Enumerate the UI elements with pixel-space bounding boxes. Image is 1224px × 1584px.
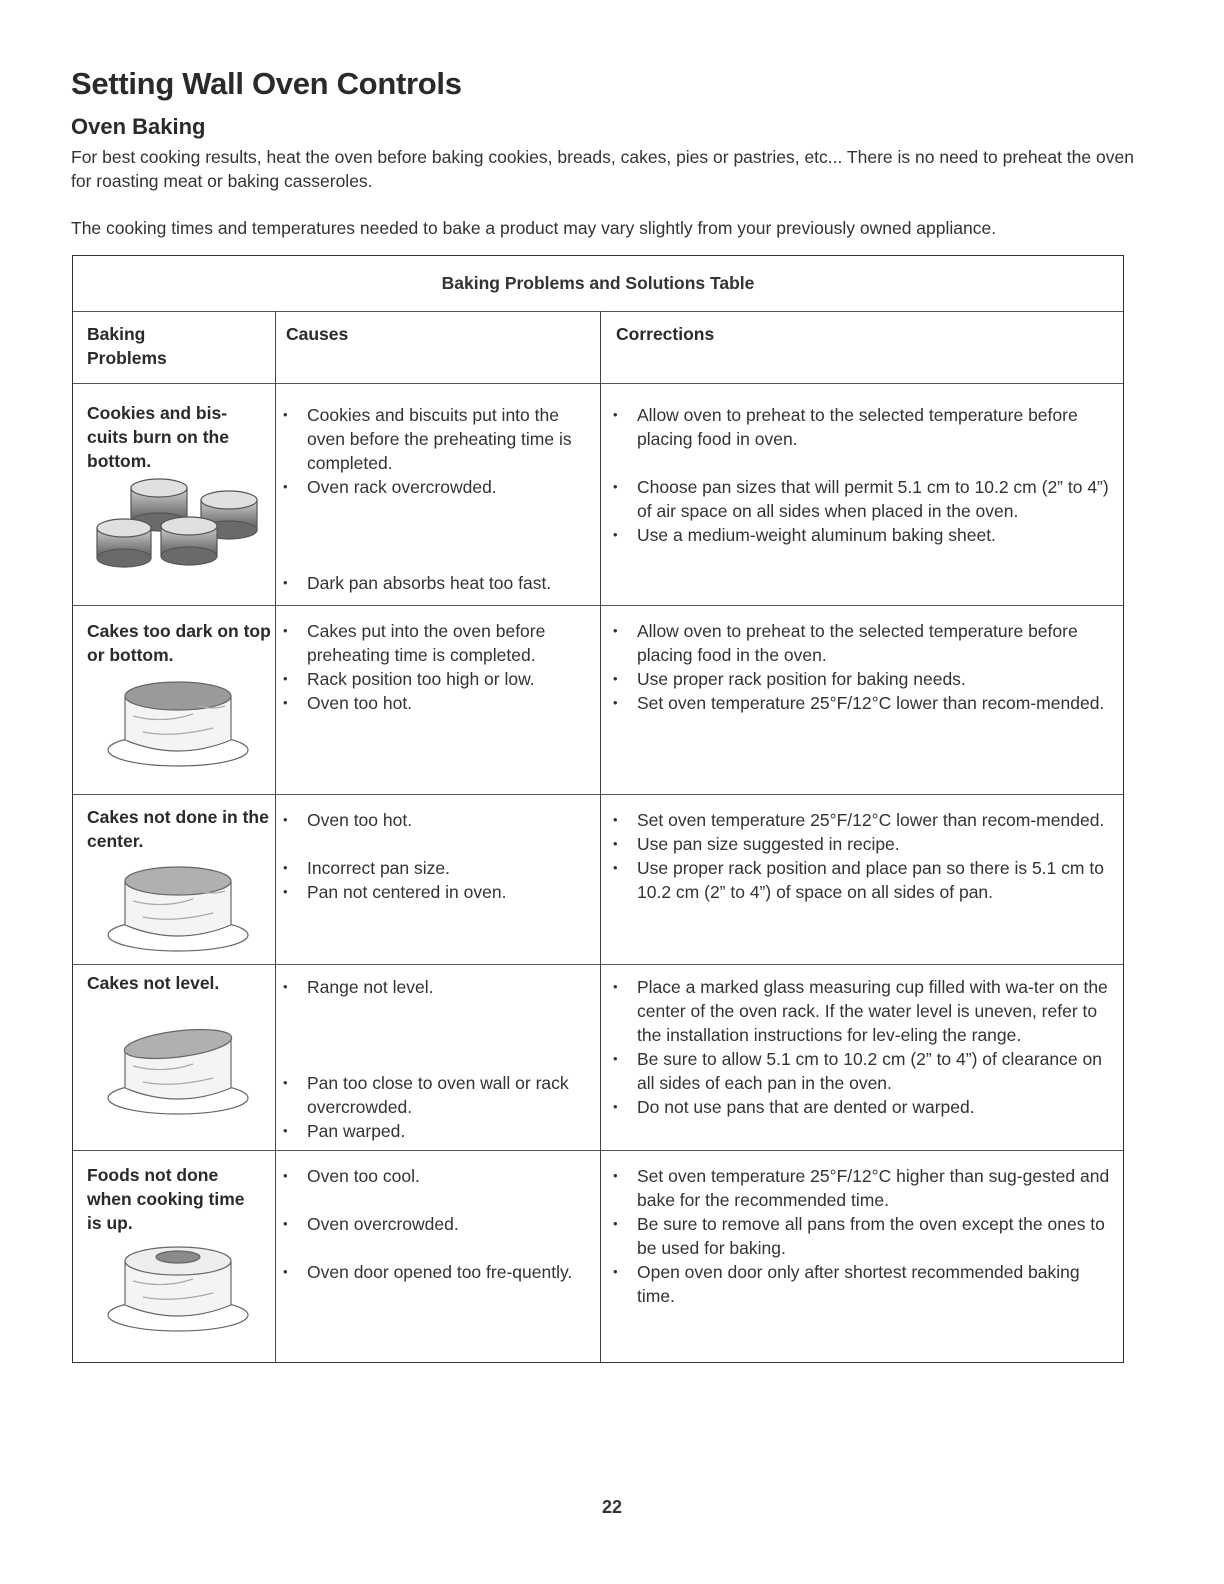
table-divider (73, 311, 1123, 312)
page-number: 22 (601, 1497, 623, 1517)
cause-item: • Pan too close to oven wall or rack overcrowded. (281, 1071, 586, 1119)
causes-list (281, 975, 586, 1143)
header-causes: Causes (286, 324, 349, 344)
table-title: Baking Problems and Solutions Table (441, 273, 755, 293)
cause-item: • Oven overcrowded. (281, 1212, 586, 1236)
page-title: Setting Wall Oven Controls (71, 66, 462, 101)
correction-item: • Use proper rack position and place pan so there is 5.1 cm to 10.2 cm (2” to 4”) of space on all sides of pan. (611, 856, 1116, 904)
correction-item: • Allow oven to preheat to the selected temperature before placing food in the oven. (611, 619, 1116, 667)
table-divider (73, 383, 1123, 384)
cause-item: • Oven rack overcrowded. (281, 475, 586, 499)
correction-item: • Set oven temperature 25°F/12°C lower than recom-mended. (611, 691, 1116, 715)
correction-item: • Use a medium-weight aluminum baking sheet. (611, 523, 1116, 547)
cake-illustration (103, 861, 253, 956)
correction-item: • Set oven temperature 25°F/12°C higher than sug-gested and bake for the recommended time. (611, 1164, 1116, 1212)
cause-item: • Oven too hot. (281, 691, 586, 715)
causes-list (281, 619, 586, 715)
header-problems: Baking Problems (87, 324, 167, 368)
problem-label: Cakes not level. (87, 973, 220, 993)
baking-problems-table (72, 255, 1124, 1363)
table-divider (73, 964, 1123, 965)
cause-item: • Pan warped. (281, 1119, 586, 1143)
cause-item: • Cookies and biscuits put into the oven before the preheating time is completed. (281, 403, 586, 475)
problem-label: Foods not done when cooking time is up. (87, 1165, 245, 1233)
correction-item: • Open oven door only after shortest recommended baking time. (611, 1260, 1116, 1308)
cause-item: • Oven too cool. (281, 1164, 586, 1188)
cake-illustration (103, 1241, 253, 1336)
cause-item: • Pan not centered in oven. (281, 880, 586, 904)
correction-item: • Use proper rack position for baking needs. (611, 667, 1116, 691)
correction-item: • Be sure to remove all pans from the oven except the ones to be used for baking. (611, 1212, 1116, 1260)
cake-illustration (103, 676, 253, 771)
cause-item: • Rack position too high or low. (281, 667, 586, 691)
cause-item: • Range not level. (281, 975, 586, 999)
problem-label: Cakes too dark on top or bottom. (87, 621, 271, 665)
problem-label: Cakes not done in the center. (87, 807, 269, 851)
cause-item: • Oven door opened too fre-quently. (281, 1260, 586, 1284)
cookies-illustration (93, 478, 263, 578)
corrections-list (611, 1164, 1116, 1308)
table-divider (73, 605, 1123, 606)
correction-item: • Do not use pans that are dented or warped. (611, 1095, 1116, 1119)
problem-label: Cookies and bis-cuits burn on the bottom. (87, 403, 229, 471)
tilted-cake-illustration (103, 1024, 253, 1119)
correction-item: • Set oven temperature 25°F/12°C lower than recom-mended. (611, 808, 1116, 832)
correction-item: • Place a marked glass measuring cup filled with wa-ter on the center of the oven rack. If the water level is uneven, refer to the installation instructions for lev-eling the range. (611, 975, 1116, 1047)
intro-paragraph-2: The cooking times and temperatures needed to bake a product may vary slightly from your previously owned appliance. (71, 218, 997, 238)
correction-item: • Be sure to allow 5.1 cm to 10.2 cm (2” to 4”) of clearance on all sides of each pan in the oven. (611, 1047, 1116, 1095)
header-corrections: Corrections (616, 324, 715, 344)
cause-item: • Dark pan absorbs heat too fast. (281, 571, 586, 595)
corrections-list (611, 619, 1116, 715)
cause-item: • Incorrect pan size. (281, 856, 586, 880)
corrections-list (611, 808, 1116, 904)
correction-item: • Use pan size suggested in recipe. (611, 832, 1116, 856)
causes-list (281, 403, 586, 595)
corrections-list (611, 403, 1116, 547)
section-title: Oven Baking (71, 114, 206, 139)
intro-paragraph: For best cooking results, heat the oven before baking cookies, breads, cakes, pies or pastries, etc... There is no need to preheat the oven for roasting meat or baking casseroles. (71, 147, 1134, 191)
correction-item: • Choose pan sizes that will permit 5.1 cm to 10.2 cm (2” to 4”) of air space on all sides when placed in the oven. (611, 475, 1116, 523)
cause-item: • Oven too hot. (281, 808, 586, 832)
column-divider (275, 311, 276, 1363)
table-divider (73, 1150, 1123, 1151)
causes-list (281, 1164, 586, 1284)
table-divider (73, 794, 1123, 795)
cause-item: • Cakes put into the oven before preheating time is completed. (281, 619, 586, 667)
column-divider (600, 311, 601, 1363)
corrections-list (611, 975, 1116, 1119)
causes-list (281, 808, 586, 904)
correction-item: • Allow oven to preheat to the selected temperature before placing food in oven. (611, 403, 1116, 451)
